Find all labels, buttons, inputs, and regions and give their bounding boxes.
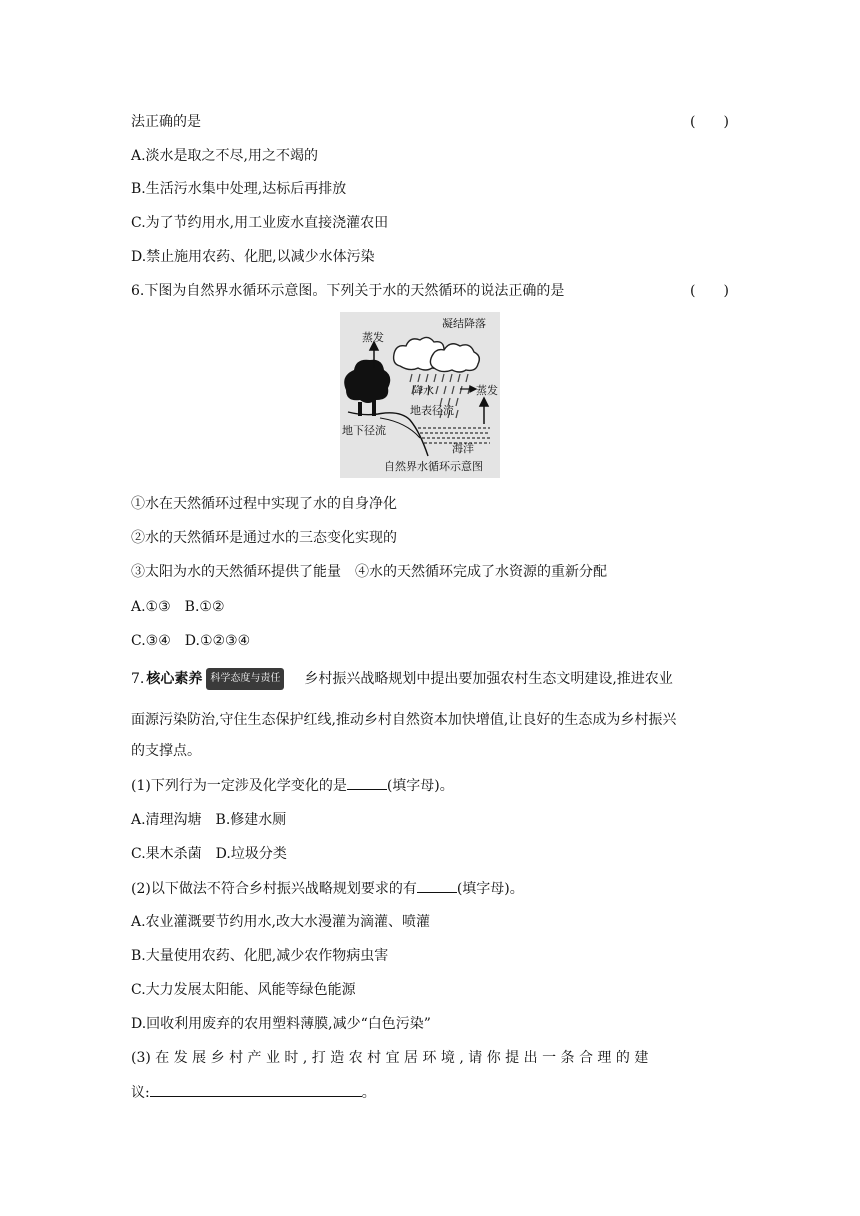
figure-label-surface-runoff: 地表径流: [410, 404, 454, 417]
figure-label-precipitation: 降水: [412, 384, 434, 397]
q6-statement-1: ①水在天然循环过程中实现了水的自身净化: [131, 496, 397, 512]
q6-stem: 6.下图为自然界水循环示意图。下列关于水的天然循环的说法正确的是: [131, 283, 565, 299]
core-literacy-badge: 核心素养 科学态度与责任: [146, 668, 284, 690]
cloud-icon: [394, 337, 480, 372]
q7-sub2-stem: (2)以下做法不符合乡村振兴战略规划要求的有 (填字母)。: [131, 878, 524, 899]
q7-sub3-line-2: 议: 。: [131, 1082, 376, 1103]
q7-sub2-option-d: D.回收利用废弃的农用塑料薄膜,减少“白色污染”: [131, 1016, 431, 1032]
q7-stem-line-3: 的支撑点。: [131, 743, 201, 759]
figure-caption: 自然界水循环示意图: [384, 460, 483, 473]
q7-sub2-option-c: C.大力发展太阳能、风能等绿色能源: [131, 982, 356, 998]
q6-statement-2: ②水的天然循环是通过水的三态变化实现的: [131, 530, 397, 546]
q5-option-c: C.为了节约用水,用工业废水直接浇灌农田: [131, 215, 389, 231]
q5-answer-paren: ( ): [690, 114, 729, 130]
q6-options-row-2: C.③④ D.①②③④: [131, 633, 251, 649]
figure-label-evaporation-left: 蒸发: [362, 331, 384, 344]
q6-answer-paren: ( ): [690, 283, 729, 299]
up-arrow-icon: [480, 398, 488, 424]
q6-options-row-1: A.①③ B.①②: [131, 599, 225, 615]
q7-stem-line-2: 面源污染防治,守住生态保护红线,推动乡村自然资本加快增值,让良好的生态成为乡村振兴: [131, 712, 677, 728]
q7-sub1-stem: (1)下列行为一定涉及化学变化的是 (填字母)。: [131, 775, 454, 796]
q7-stem-line-1: [131, 668, 730, 690]
q7-sub1-options-row-2: C.果木杀菌 D.垃圾分类: [131, 846, 287, 862]
figure-label-condensation: 凝结降落: [442, 317, 486, 330]
q7-sub2-option-a: A.农业灌溉要节约用水,改大水漫灌为滴灌、喷灌: [131, 914, 431, 930]
answer-blank[interactable]: [150, 1082, 362, 1097]
q5-option-d: D.禁止施用农药、化肥,以减少水体污染: [131, 249, 375, 265]
q5-stem-tail: 法正确的是: [131, 114, 201, 130]
q7-sub1-options-row-1: A.清理沟塘 B.修建水厕: [131, 812, 287, 828]
q7-sub3-line-1: (3) 在 发 展 乡 村 产 业 时 , 打 造 农 村 宜 居 环 境 , 请 你 提 出 一 条 合 理 的 建: [131, 1050, 649, 1066]
ocean-waves: [418, 428, 490, 443]
q6-statement-3-4: ③太阳为水的天然循环提供了能量 ④水的天然循环完成了水资源的重新分配: [131, 564, 607, 580]
tree-icon: [344, 360, 390, 416]
q7-sub2-option-b: B.大量使用农药、化肥,减少农作物病虫害: [131, 948, 389, 964]
figure-label-underground-runoff: 地下径流: [342, 424, 386, 437]
answer-blank[interactable]: [417, 878, 457, 893]
water-cycle-figure: [340, 312, 500, 478]
figure-label-ocean: 海洋: [452, 442, 474, 455]
right-arrow-icon: [460, 386, 476, 392]
q7-number: 7.: [131, 671, 145, 687]
q5-option-b: B.生活污水集中处理,达标后再排放: [131, 181, 347, 197]
q5-option-a: A.淡水是取之不尽,用之不竭的: [131, 148, 319, 164]
answer-blank[interactable]: [347, 775, 387, 790]
q7-stem-text-1: 乡村振兴战略规划中提出要加强农村生态文明建设,推进农业: [304, 671, 673, 687]
figure-label-evaporation-right: 蒸发: [476, 384, 498, 397]
